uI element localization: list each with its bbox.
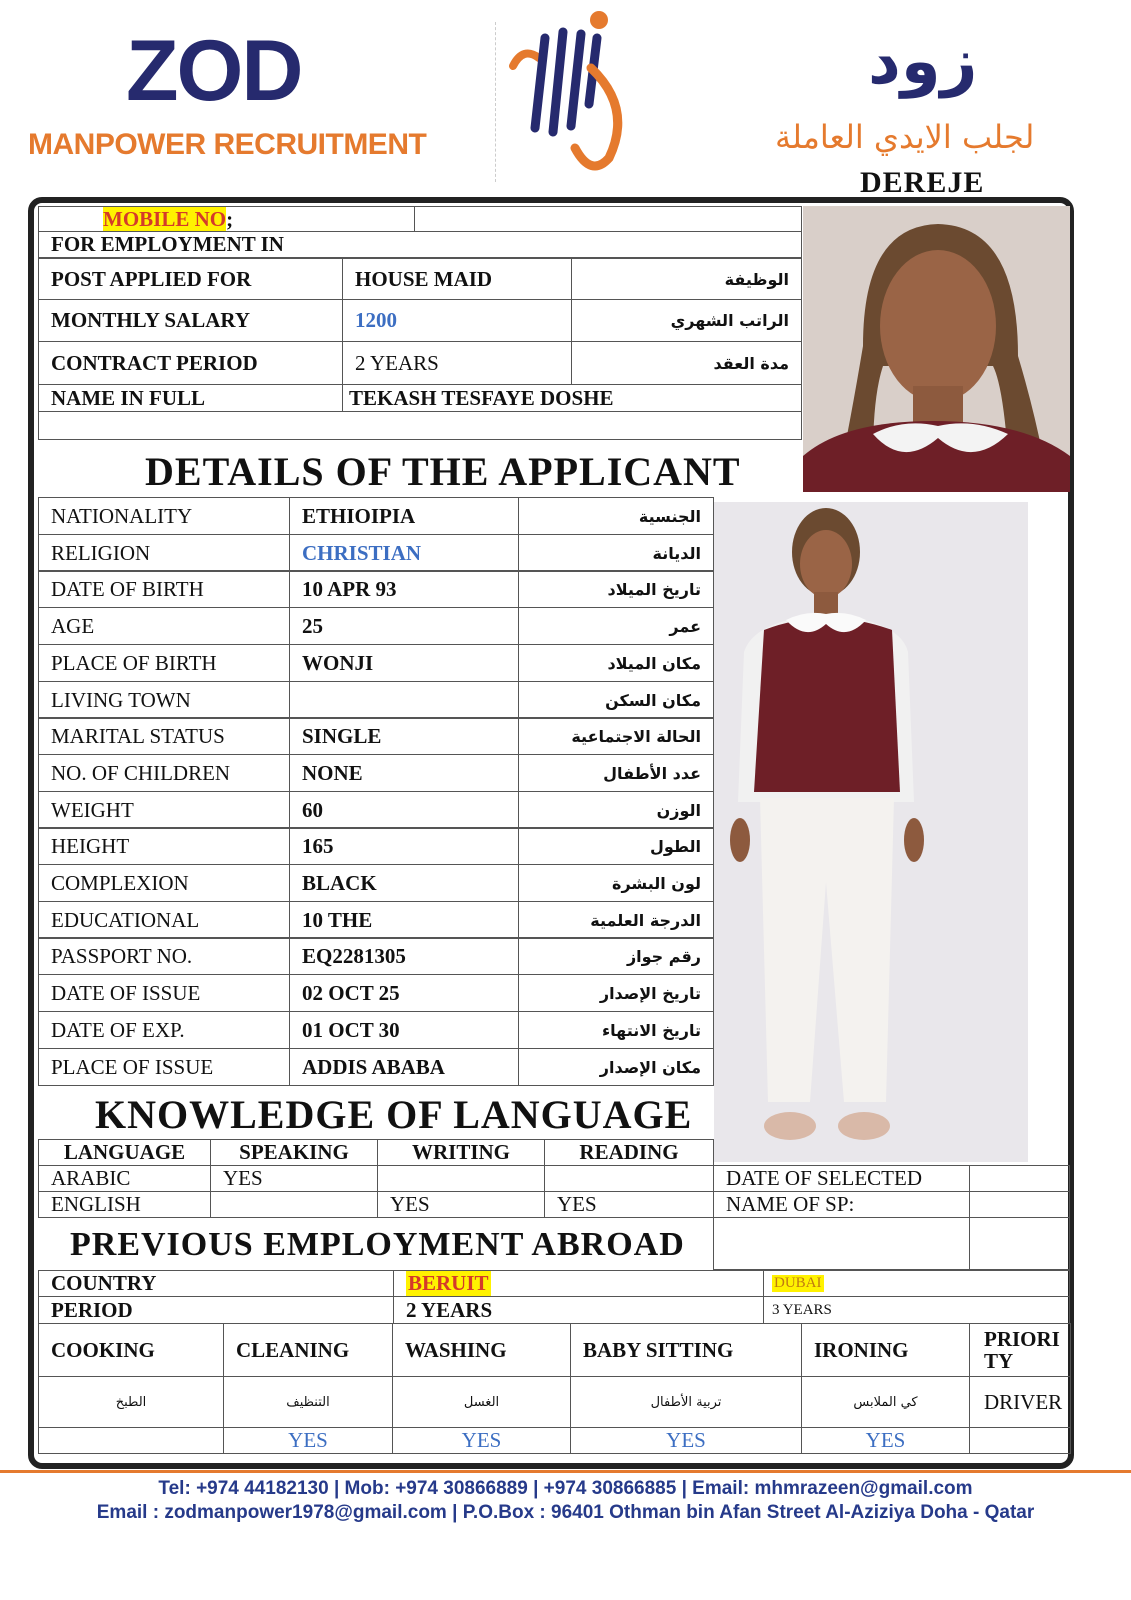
post-applied-label: POST APPLIED FOR xyxy=(38,258,343,300)
employment-in-label: FOR EMPLOYMENT IN xyxy=(38,231,802,258)
contract-value: 2 YEARS xyxy=(342,341,572,385)
brand-logo-text: ZOD xyxy=(126,23,302,119)
detail-label: PLACE OF ISSUE xyxy=(38,1048,290,1086)
footer-address-line: Email : zodmanpower1978@gmail.com | P.O.Box : 96401 Othman bin Afan Street Al-Aziziya Doha - Qatar xyxy=(96,1502,1035,1523)
name-label: NAME IN FULL xyxy=(38,384,343,412)
detail-arabic: الجنسية xyxy=(518,497,714,535)
detail-value: SINGLE xyxy=(289,717,519,755)
country-1-cell xyxy=(393,1270,764,1297)
detail-value: CHRISTIAN xyxy=(289,534,519,572)
name-value: TEKASH TESFAYE DOSHE xyxy=(342,384,802,412)
detail-value: BLACK xyxy=(289,864,519,902)
period-label: PERIOD xyxy=(38,1296,394,1324)
detail-arabic: الديانة xyxy=(518,534,714,572)
detail-arabic: عمر xyxy=(518,607,714,645)
skill-arabic: الطبخ xyxy=(38,1376,224,1428)
detail-value: 10 THE xyxy=(289,901,519,939)
skill-value: YES xyxy=(223,1427,393,1454)
skill-header: BABY SITTING xyxy=(570,1323,802,1377)
portrait-photo xyxy=(803,206,1070,492)
mobile-no-label: MOBILE NO xyxy=(103,206,227,231)
detail-value xyxy=(289,681,519,719)
detail-arabic: مكان السكن xyxy=(518,681,714,719)
brand-arabic-subtitle: لجلب الايدي العاملة xyxy=(775,118,1035,156)
detail-label: COMPLEXION xyxy=(38,864,290,902)
skill-header: COOKING xyxy=(38,1323,224,1377)
header-divider xyxy=(495,22,496,182)
detail-arabic: رقم جواز xyxy=(518,937,714,975)
detail-value: 60 xyxy=(289,791,519,829)
detail-label: DATE OF BIRTH xyxy=(38,570,290,608)
post-applied-value: HOUSE MAID xyxy=(342,258,572,300)
detail-arabic: تاريخ الانتهاء xyxy=(518,1011,714,1049)
detail-label: DATE OF ISSUE xyxy=(38,974,290,1012)
detail-arabic: تاريخ الميلاد xyxy=(518,570,714,608)
lang-english-reading: YES xyxy=(544,1191,714,1218)
lang-english-speaking xyxy=(210,1191,378,1218)
post-applied-ar: الوظيفة xyxy=(571,258,802,300)
priority-value: DRIVER xyxy=(969,1376,1071,1428)
detail-arabic: الطول xyxy=(518,827,714,865)
contract-label: CONTRACT PERIOD xyxy=(38,341,343,385)
detail-value: WONJI xyxy=(289,644,519,682)
detail-value: 10 APR 93 xyxy=(289,570,519,608)
detail-arabic: لون البشرة xyxy=(518,864,714,902)
country-2: DUBAI xyxy=(774,1275,822,1291)
detail-value: 02 OCT 25 xyxy=(289,974,519,1012)
language-title: KNOWLEDGE OF LANGUAGE xyxy=(95,1092,693,1137)
lang-header-writing: WRITING xyxy=(377,1139,545,1166)
sp-name-value xyxy=(969,1191,1070,1218)
skill-value: YES xyxy=(392,1427,571,1454)
detail-value: NONE xyxy=(289,754,519,792)
lang-header-speaking: SPEAKING xyxy=(210,1139,378,1166)
country-label: COUNTRY xyxy=(38,1270,394,1297)
lang-arabic-writing xyxy=(377,1165,545,1192)
detail-label: PLACE OF BIRTH xyxy=(38,644,290,682)
country-1: BERUIT xyxy=(408,1271,489,1295)
detail-value: EQ2281305 xyxy=(289,937,519,975)
detail-value: 165 xyxy=(289,827,519,865)
applicant-code: DEREJE xyxy=(860,166,985,199)
detail-label: WEIGHT xyxy=(38,791,290,829)
detail-label: HEIGHT xyxy=(38,827,290,865)
skill-header: WASHING xyxy=(392,1323,571,1377)
detail-label: NO. OF CHILDREN xyxy=(38,754,290,792)
period-2: 3 YEARS xyxy=(763,1296,1070,1324)
detail-label: LIVING TOWN xyxy=(38,681,290,719)
skill-value: YES xyxy=(570,1427,802,1454)
skill-arabic: التنظيف xyxy=(223,1376,393,1428)
detail-arabic: تاريخ الإصدار xyxy=(518,974,714,1012)
details-title: DETAILS OF THE APPLICANT xyxy=(145,449,741,494)
detail-arabic: عدد الأطفال xyxy=(518,754,714,792)
detail-label: RELIGION xyxy=(38,534,290,572)
mobile-no-value xyxy=(414,206,802,232)
lang-header-reading: READING xyxy=(544,1139,714,1166)
mobile-no-cell xyxy=(38,206,415,232)
detail-label: DATE OF EXP. xyxy=(38,1011,290,1049)
date-selected-value xyxy=(969,1165,1070,1192)
skill-value xyxy=(969,1427,1071,1454)
detail-arabic: الحالة الاجتماعية xyxy=(518,717,714,755)
brand-subtitle: MANPOWER RECRUITMENT xyxy=(28,128,427,161)
detail-label: AGE xyxy=(38,607,290,645)
sp-name-label: NAME OF SP: xyxy=(713,1191,970,1218)
detail-label: EDUCATIONAL xyxy=(38,901,290,939)
salary-ar: الراتب الشهري xyxy=(571,299,802,342)
date-selected-label: DATE OF SELECTED xyxy=(713,1165,970,1192)
lang-english-writing: YES xyxy=(377,1191,545,1218)
skill-arabic: كي الملابس xyxy=(801,1376,970,1428)
lang-english: ENGLISH xyxy=(38,1191,211,1218)
salary-value: 1200 xyxy=(342,299,572,342)
contract-ar: مدة العقد xyxy=(571,341,802,385)
salary-label: MONTHLY SALARY xyxy=(38,299,343,342)
detail-value: 01 OCT 30 xyxy=(289,1011,519,1049)
detail-value: 25 xyxy=(289,607,519,645)
skill-value: YES xyxy=(801,1427,970,1454)
skill-value xyxy=(38,1427,224,1454)
detail-value: ADDIS ABABA xyxy=(289,1048,519,1086)
detail-arabic: الدرجة العلمية xyxy=(518,901,714,939)
lang-arabic-speaking: YES xyxy=(210,1165,378,1192)
detail-label: MARITAL STATUS xyxy=(38,717,290,755)
previous-title: PREVIOUS EMPLOYMENT ABROAD xyxy=(70,1226,685,1263)
skill-header: IRONING xyxy=(801,1323,970,1377)
blank-cell-a xyxy=(713,1217,970,1270)
skill-header: PRIORI TY xyxy=(969,1323,1071,1377)
footer-rule xyxy=(0,1470,1131,1473)
detail-arabic: مكان الإصدار xyxy=(518,1048,714,1086)
company-logo-icon xyxy=(505,8,635,178)
footer-contact-line: Tel: +974 44182130 | Mob: +974 30866889 | +974 30866885 | Email: mhmrazeen@gmail.com xyxy=(158,1478,973,1499)
skill-arabic: الغسل xyxy=(392,1376,571,1428)
lang-header-language: LANGUAGE xyxy=(38,1139,211,1166)
country-2-cell xyxy=(763,1270,1070,1297)
detail-label: PASSPORT NO. xyxy=(38,937,290,975)
skill-arabic: تربية الأطفال xyxy=(570,1376,802,1428)
detail-value: ETHIOIPIA xyxy=(289,497,519,535)
detail-label: NATIONALITY xyxy=(38,497,290,535)
period-1: 2 YEARS xyxy=(393,1296,764,1324)
full-body-photo xyxy=(714,502,1028,1162)
blank-cell-b xyxy=(969,1217,1070,1270)
skill-header: CLEANING xyxy=(223,1323,393,1377)
mobile-no-suffix: ; xyxy=(226,206,234,231)
blank-row xyxy=(38,411,802,440)
lang-arabic: ARABIC xyxy=(38,1165,211,1192)
lang-arabic-reading xyxy=(544,1165,714,1192)
detail-arabic: الوزن xyxy=(518,791,714,829)
detail-arabic: مكان الميلاد xyxy=(518,644,714,682)
brand-arabic-text: زود xyxy=(868,25,978,99)
